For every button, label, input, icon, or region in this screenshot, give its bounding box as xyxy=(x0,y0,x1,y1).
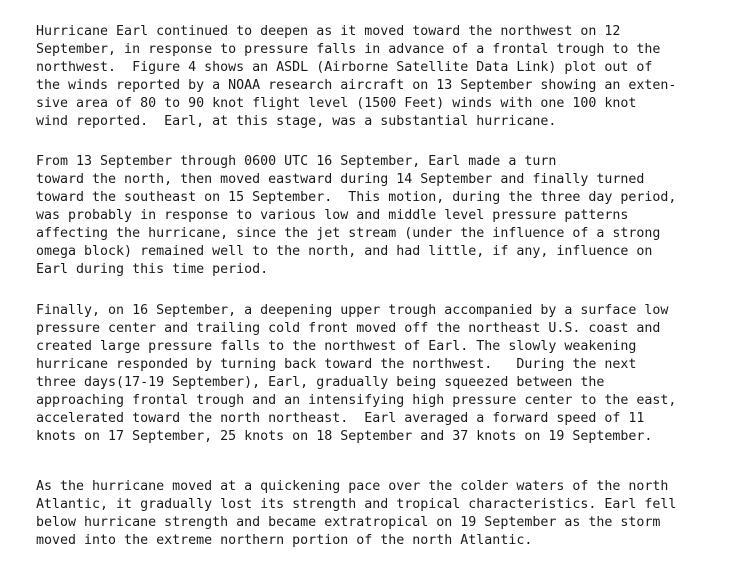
text-line: created large pressure falls to the northwest of Earl. The slowly weakening xyxy=(36,339,637,354)
text-line: Finally, on 16 September, a deepening upper trough accompanied by a surface low xyxy=(36,303,669,318)
text-line: As the hurricane moved at a quickening pace over the colder waters of the north xyxy=(36,479,669,494)
text-line: Atlantic, it gradually lost its strength and tropical characteristics. Earl fell xyxy=(36,497,677,512)
text-line: three days(17-19 September), Earl, gradually being squeezed between the xyxy=(36,375,605,390)
text-line: hurricane responded by turning back toward the northwest. During the next xyxy=(36,357,637,372)
text-line: accelerated toward the north northeast. Earl averaged a forward speed of 11 xyxy=(36,411,645,426)
text-line: September, in response to pressure falls in advance of a frontal trough to the xyxy=(36,42,661,57)
text-line: pressure center and trailing cold front moved off the northeast U.S. coast and xyxy=(36,321,661,336)
text-line: knots on 17 September, 25 knots on 18 September and 37 knots on 19 September. xyxy=(36,429,653,444)
text-line: sive area of 80 to 90 knot flight level (1500 Feet) winds with one 100 knot xyxy=(36,96,637,111)
text-line: the winds reported by a NOAA research aircraft on 13 September showing an exten- xyxy=(36,78,677,93)
text-line: below hurricane strength and became extratropical on 19 September as the storm xyxy=(36,515,661,530)
text-line: wind reported. Earl, at this stage, was a substantial hurricane. xyxy=(36,114,557,129)
text-line: northwest. Figure 4 shows an ASDL (Airborne Satellite Data Link) plot out of xyxy=(36,60,653,75)
text-line: moved into the extreme northern portion of the north Atlantic. xyxy=(36,533,533,548)
text-line: Hurricane Earl continued to deepen as it moved toward the northwest on 12 xyxy=(36,24,621,39)
text-line: was probably in response to various low and middle level pressure patterns xyxy=(36,208,629,223)
text-line: toward the southeast on 15 September. This motion, during the three day period, xyxy=(36,190,677,205)
text-line: From 13 September through 0600 UTC 16 September, Earl made a turn xyxy=(36,154,557,169)
text-line: approaching frontal trough and an intensifying high pressure center to the east, xyxy=(36,393,677,408)
text-line: affecting the hurricane, since the jet stream (under the influence of a strong xyxy=(36,226,661,241)
text-line: toward the north, then moved eastward during 14 September and finally turned xyxy=(36,172,645,187)
text-line: Earl during this time period. xyxy=(36,262,269,277)
text-line: omega block) remained well to the north, and had little, if any, influence on xyxy=(36,244,653,259)
